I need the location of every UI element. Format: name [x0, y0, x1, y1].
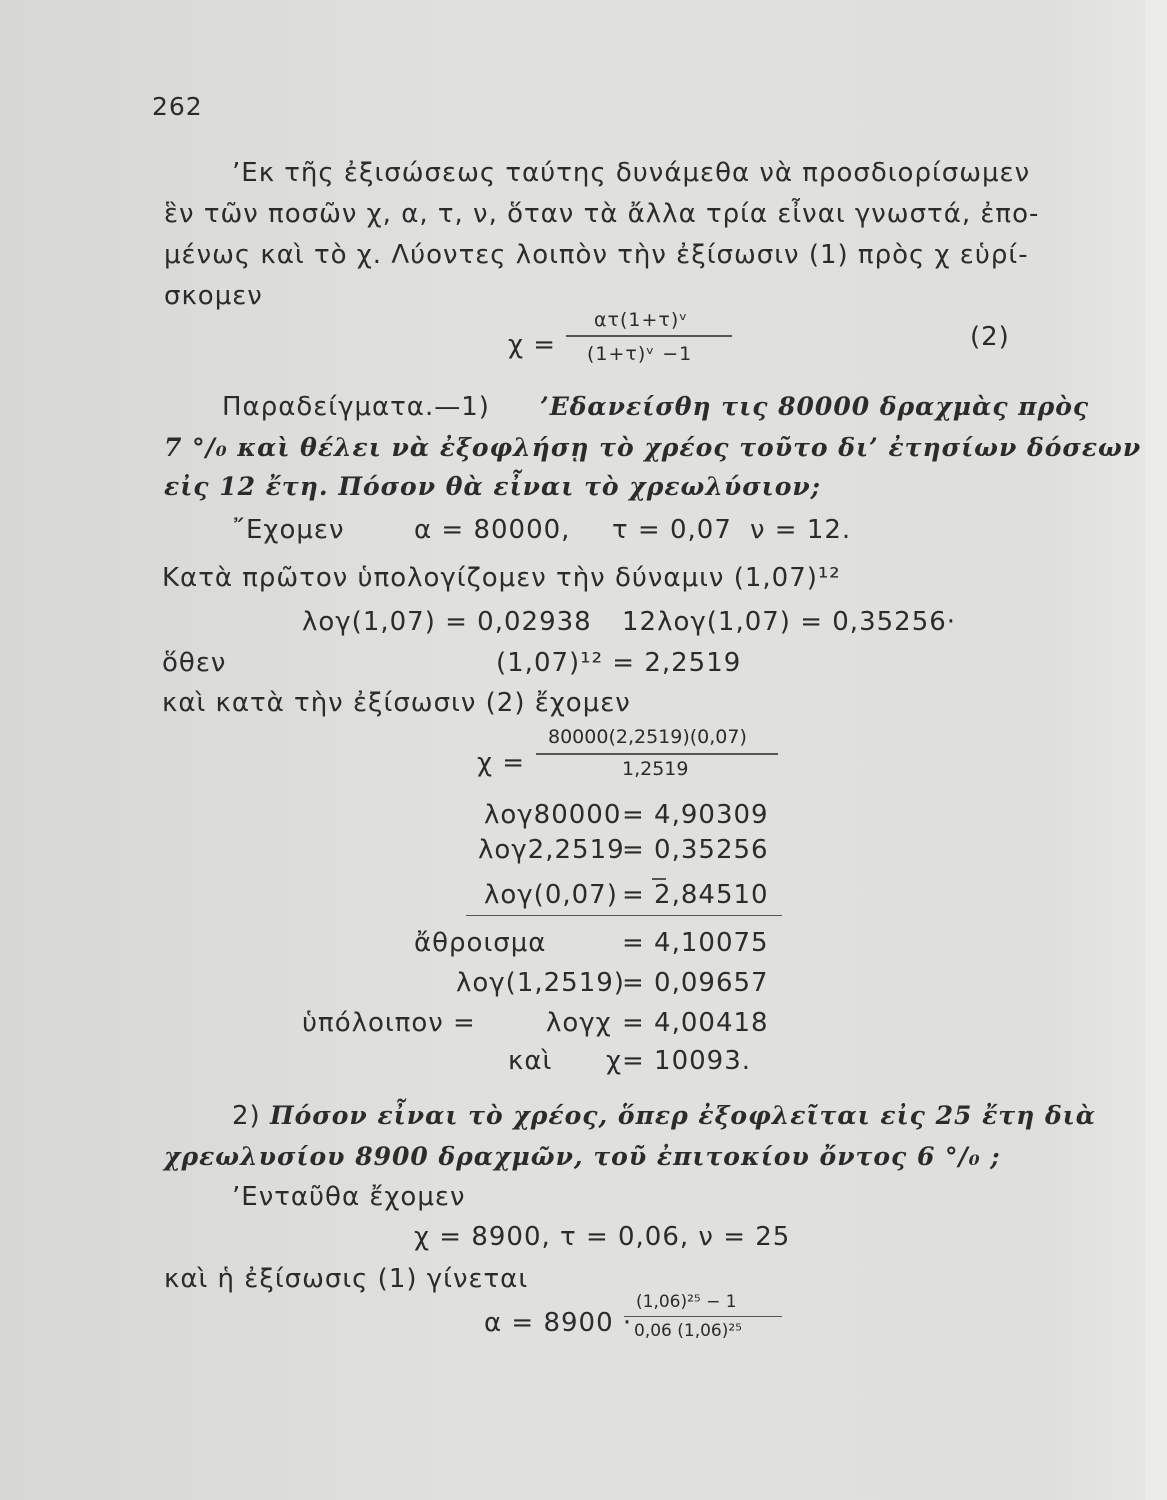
- log-row-left: λογ80000: [484, 800, 622, 830]
- page-edge: [1145, 0, 1167, 1500]
- subtract-left: λογ(1,2519): [456, 968, 625, 998]
- log-row-left: λογ(0,07): [484, 880, 618, 910]
- intro-line-2: ἓν τῶν ποσῶν χ, α, τ, ν, ὅταν τὰ ἄλλα τρία εἶναι γνωστά, ἐπο-: [164, 199, 1040, 229]
- example2-problem-line-1: Πόσον εἶναι τὸ χρέος, ὅπερ ἐξοφλεῖται εἰς 25 ἔτη διὰ: [270, 1101, 1097, 1130]
- formula2-tag: (2): [970, 322, 1010, 352]
- step1-text: Κατὰ πρῶτον ὑπολογίζομεν τὴν δύναμιν (1,07)¹²: [162, 563, 841, 593]
- example2-step: καὶ ἡ ἐξίσωσις (1) γίνεται: [164, 1264, 529, 1294]
- given-alpha: α = 80000,: [414, 515, 571, 545]
- log12-1-07: 12λογ(1,07) = 0,35256·: [622, 607, 957, 637]
- x-fraction-bar: [536, 753, 778, 755]
- step2-text: καὶ κατὰ τὴν ἐξίσωσιν (2) ἔχομεν: [162, 688, 631, 718]
- x-lhs: χ =: [477, 748, 526, 778]
- example1-heading: Παραδείγματα.—1): [222, 392, 490, 422]
- formula2-lhs: χ =: [508, 330, 557, 360]
- formula2-fraction-bar: [566, 335, 732, 337]
- example2-given: χ = 8900, τ = 0,06, ν = 25: [414, 1222, 791, 1252]
- sum-rule: [466, 915, 782, 916]
- formula2-numerator: ατ(1+τ)ᵛ: [594, 309, 689, 331]
- sum-value: = 4,10075: [622, 928, 769, 958]
- log-row-right: = 4,90309: [622, 800, 769, 830]
- logx-left: λογχ: [546, 1008, 612, 1038]
- power-result: (1,07)¹² = 2,2519: [496, 648, 742, 678]
- example2-number: 2): [232, 1101, 261, 1131]
- intro-line-4: σκομεν: [164, 281, 263, 311]
- x-numerator: 80000(2,2519)(0,07): [548, 726, 747, 748]
- example1-problem-line-3: εἰς 12 ἔτη. Πόσον θὰ εἶναι τὸ χρεωλύσιον;: [164, 472, 821, 501]
- hence-label: ὅθεν: [162, 648, 227, 678]
- subtract-value: = 0,09657: [622, 968, 769, 998]
- log-row-right: = 0,35256: [622, 835, 769, 865]
- formula2-denominator: (1+τ)ᵛ −1: [587, 343, 693, 365]
- x-final-value: = 10093.: [622, 1046, 752, 1076]
- a-fraction-bar: [624, 1316, 782, 1317]
- log-row-right: = 2,84510: [622, 880, 769, 910]
- intro-line-1: ’Εκ τῆς ἐξισώσεως ταύτης δυνάμεθα νὰ προσδιορίσωμεν: [232, 158, 1031, 188]
- given-tau: τ = 0,07: [612, 515, 732, 545]
- example1-problem-line-1: ’Εδανείσθη τις 80000 δραχμὰς πρὸς: [540, 392, 1090, 421]
- log-1-07: λογ(1,07) = 0,02938: [302, 607, 592, 637]
- example2-problem-line-2: χρεωλυσίου 8900 δραχμῶν, τοῦ ἐπιτοκίου ὄντος 6 °/₀ ;: [164, 1142, 1001, 1171]
- page-number: 262: [152, 92, 203, 121]
- bar-over-digit: [652, 878, 666, 880]
- given-label: ῎Εχομεν: [232, 515, 345, 545]
- a-denominator: 0,06 (1,06)²⁵: [634, 1321, 743, 1341]
- sum-label: ἄθροισμα: [414, 928, 547, 958]
- and-label: καὶ: [508, 1046, 553, 1076]
- log-row-left: λογ2,2519: [478, 835, 625, 865]
- intro-line-3: μένως καὶ τὸ χ. Λύοντες λοιπὸν τὴν ἐξίσωσιν (1) πρὸς χ εὑρί-: [164, 240, 1029, 270]
- x-denominator: 1,2519: [622, 758, 689, 780]
- remainder-label: ὑπόλοιπον =: [302, 1008, 476, 1038]
- x-final-left: χ: [606, 1046, 623, 1076]
- a-numerator: (1,06)²⁵ − 1: [636, 1292, 737, 1312]
- given-nu: ν = 12.: [750, 515, 852, 545]
- example2-given-label: ’Ενταῦθα ἔχομεν: [232, 1182, 466, 1212]
- logx-value: = 4,00418: [622, 1008, 769, 1038]
- a-lhs: α = 8900 ·: [484, 1308, 633, 1338]
- example1-problem-line-2: 7 °/₀ καὶ θέλει νὰ ἐξοφλήσῃ τὸ χρέος τοῦτο δι’ ἐτησίων δόσεων: [164, 433, 1142, 462]
